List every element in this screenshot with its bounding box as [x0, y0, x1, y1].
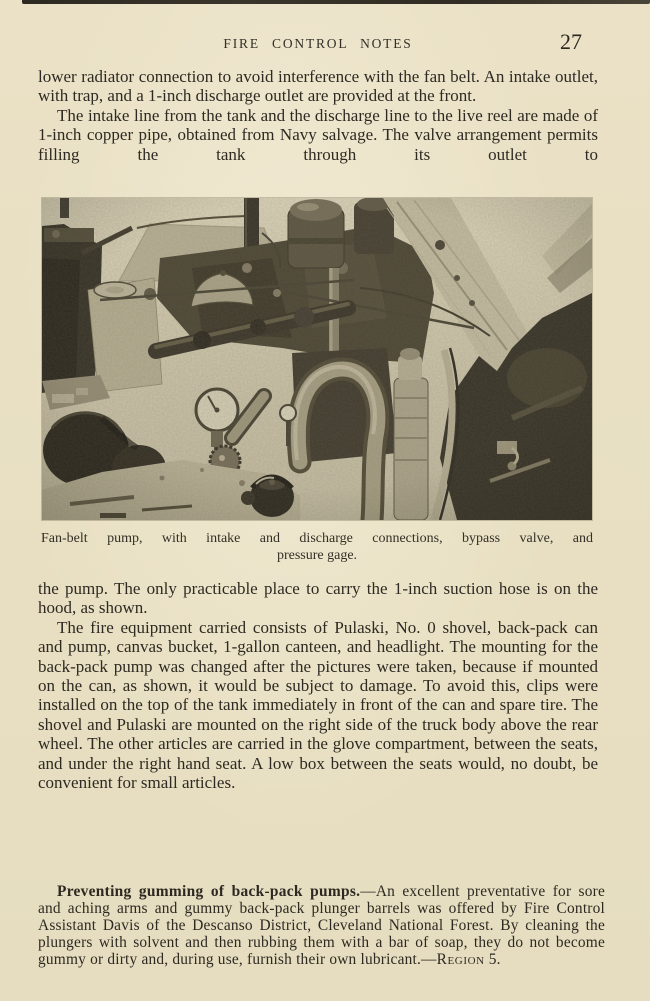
upper-text-column [38, 67, 598, 164]
paragraph-suction-hose: the pump. The only practicable place to carry the 1-inch suction hose is on the hood, as shown. [38, 579, 598, 618]
note-region-smallcaps: Region [436, 950, 485, 968]
note-region-number: 5. [484, 950, 501, 968]
photo-caption [41, 531, 593, 564]
photo-caption-line2: pressure gage. [276, 547, 358, 563]
paragraph-intake-line: The intake line from the tank and the discharge line to the live reel are made of 1-inch copper pipe, obtained from Navy salvage. The valve arrangement permits filling the tank through its outlet to [38, 105, 598, 164]
note-lead-bold: Preventing gumming of back-pack pumps. [57, 883, 361, 900]
paragraph-fire-equipment: The fire equipment carried consists of Pulaski, No. 0 shovel, back-pack can and pump, canvas bucket, 1-gallon canteen, and headlight. The mounting for the back-pack pump was changed after the pictures were taken, because if mounted on the can, as shown, it would be subject to damage. To avoid this, clips were installed on the top of the tank immediately in front of the can and spare tire. The shovel and Pulaski are mounted on the right side of the truck body above the rear wheel. The other articles are carried in the glove compartment, between the seats, and under the right hand seat. A low box between the seats would, no doubt, be convenient for small articles. [38, 617, 598, 793]
note-body-text: —An excellent preventative for sore and aching arms and gummy back-pack plunger barrels was offered by Fire Control Assistant Davis of the Descanso District, Cleveland National Forest. By cleaning the plungers with solvent and then rubbing them with a bar of soap, they do not become gummy or dirty and, during use, furnish their own lubricant.— [38, 883, 605, 968]
photo-caption-line1: Fan-belt pump, with intake and discharge connections, bypass valve, and [41, 531, 593, 546]
lower-text-column [38, 579, 598, 792]
paragraph-radiator-connection: lower radiator connection to avoid interference with the fan belt. An intake outlet, with trap, and a 1-inch discharge outlet are provided at the front. [38, 67, 598, 106]
scan-edge-artifact [22, 0, 650, 4]
engine-photo-figure [42, 198, 592, 564]
running-header-title: FIRE CONTROL NOTES [223, 36, 413, 51]
note-preventing-gumming [38, 884, 605, 969]
engine-photo [42, 198, 592, 520]
page-number: 27 [560, 29, 582, 54]
